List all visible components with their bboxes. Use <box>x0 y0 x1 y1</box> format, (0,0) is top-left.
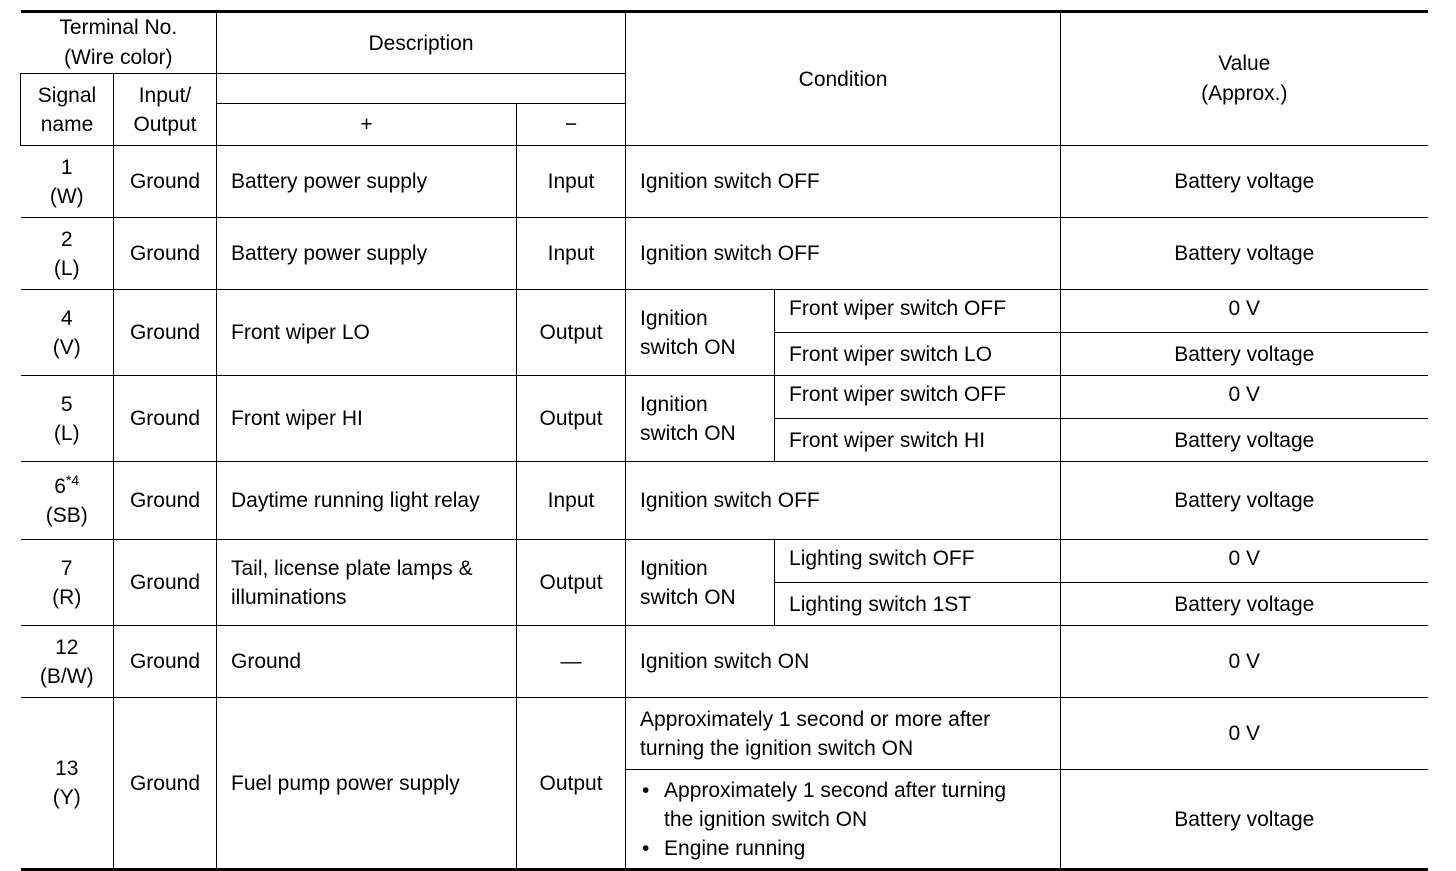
condition: Ignition switch ON <box>626 626 1061 698</box>
terminal-cell <box>21 626 114 698</box>
value-header <box>1061 12 1428 146</box>
condition-bullet-list <box>640 776 1054 863</box>
table-row <box>21 376 1428 419</box>
condition-sub: Front wiper switch LO <box>775 333 1061 376</box>
signal-name: Front wiper LO <box>217 290 517 376</box>
input-output: Output <box>517 376 626 462</box>
signal-name: Daytime running light relay <box>217 462 517 540</box>
terminal-cell <box>21 698 114 870</box>
input-output-header <box>114 74 217 146</box>
wire-color: (SB) <box>45 503 88 527</box>
bullet-line-1: • Approximately 1 second after turning <box>664 778 1007 802</box>
terminal-no-label: Terminal No. <box>59 16 178 39</box>
condition <box>626 698 1061 770</box>
terminal-number <box>35 472 100 501</box>
table-row <box>21 218 1428 290</box>
terminal-number: 2 <box>60 227 73 251</box>
condition-main <box>626 290 775 376</box>
condition-line-2: turning the ignition switch ON <box>640 736 914 760</box>
condition-header: Condition <box>626 12 1061 146</box>
wire-color: (L) <box>53 256 80 280</box>
condition-sub: Lighting switch OFF <box>775 540 1061 583</box>
signal-name: Fuel pump power supply <box>217 698 517 870</box>
wire-color: (L) <box>53 421 80 445</box>
signal-name-line-2: illuminations <box>231 585 347 609</box>
wire-color: (W) <box>49 184 84 208</box>
condition-line-1: Approximately 1 second or more after <box>640 707 991 731</box>
terminal-number: 7 <box>60 556 73 580</box>
table-row <box>21 462 1428 540</box>
value: Battery voltage <box>1061 462 1428 540</box>
minus-terminal: Ground <box>114 462 217 540</box>
table-row <box>21 146 1428 218</box>
condition-bullet-item: • Engine running <box>640 834 1054 863</box>
minus-terminal: Ground <box>114 540 217 626</box>
table-row <box>21 290 1428 333</box>
condition-main-line-2: switch ON <box>640 335 736 359</box>
input-output: Input <box>517 218 626 290</box>
terminal-number-text: 6 <box>54 474 66 498</box>
value: Battery voltage <box>1061 770 1428 870</box>
condition-main <box>626 376 775 462</box>
terminal-cell <box>21 290 114 376</box>
terminal-cell <box>21 462 114 540</box>
condition-bullets <box>626 770 1061 870</box>
minus-terminal: Ground <box>114 290 217 376</box>
condition-main-line-1: Ignition <box>640 306 708 330</box>
condition-sub: Front wiper switch OFF <box>775 376 1061 419</box>
terminal-number: 4 <box>60 306 73 330</box>
table-row <box>21 698 1428 770</box>
terminal-number: 5 <box>60 392 73 416</box>
input-output: — <box>517 626 626 698</box>
table-row <box>21 540 1428 583</box>
terminal-cell <box>21 146 114 218</box>
condition-sub: Lighting switch 1ST <box>775 583 1061 626</box>
terminal-number: 13 <box>55 757 79 780</box>
value: Battery voltage <box>1061 333 1428 376</box>
input-output: Output <box>517 290 626 376</box>
minus-terminal: Ground <box>114 218 217 290</box>
terminal-cell <box>21 218 114 290</box>
bullet-line-2: the ignition switch ON <box>664 807 868 831</box>
input-output: Input <box>517 462 626 540</box>
condition-sub: Front wiper switch OFF <box>775 290 1061 333</box>
header-row-1 <box>21 12 1428 74</box>
value: Battery voltage <box>1061 146 1428 218</box>
condition-main-line-1: Ignition <box>640 392 708 416</box>
signal-name: Battery power supply <box>217 218 517 290</box>
input-output: Output <box>517 698 626 870</box>
table-row <box>21 626 1428 698</box>
value-label: Value <box>1218 52 1271 75</box>
input-output-label-1: Input/ <box>138 83 192 107</box>
wire-color-label: (Wire color) <box>64 46 173 69</box>
signal-name: Front wiper HI <box>217 376 517 462</box>
plus-header: + <box>217 104 517 146</box>
wire-color: (R) <box>52 585 82 609</box>
value: 0 V <box>1061 540 1428 583</box>
terminal-number: 12 <box>55 635 79 659</box>
value: Battery voltage <box>1061 419 1428 462</box>
wire-color: (Y) <box>52 786 81 809</box>
input-output-label-2: Output <box>133 112 197 136</box>
minus-terminal: Ground <box>114 146 217 218</box>
minus-terminal: Ground <box>114 698 217 870</box>
value: 0 V <box>1061 626 1428 698</box>
signal-name: Ground <box>217 626 517 698</box>
condition-main-line-2: switch ON <box>640 585 736 609</box>
input-output: Input <box>517 146 626 218</box>
wire-color: (V) <box>52 335 81 359</box>
value: 0 V <box>1061 698 1428 770</box>
terminal-spec-table <box>20 10 1428 871</box>
signal-name-header: Signal name <box>21 74 114 146</box>
value: Battery voltage <box>1061 218 1428 290</box>
value: 0 V <box>1061 290 1428 333</box>
condition-sub: Front wiper switch HI <box>775 419 1061 462</box>
condition: Ignition switch OFF <box>626 462 1061 540</box>
signal-name: Battery power supply <box>217 146 517 218</box>
condition-bullet-item <box>640 776 1054 834</box>
condition: Ignition switch OFF <box>626 218 1061 290</box>
approx-label: (Approx.) <box>1201 82 1288 105</box>
condition: Ignition switch OFF <box>626 146 1061 218</box>
minus-header: − <box>517 104 626 146</box>
input-output: Output <box>517 540 626 626</box>
terminal-number: 1 <box>60 155 73 179</box>
terminal-header <box>21 12 217 74</box>
condition-main <box>626 540 775 626</box>
description-header: Description <box>217 12 626 74</box>
minus-terminal: Ground <box>114 376 217 462</box>
wire-color: (B/W) <box>39 664 94 688</box>
value: 0 V <box>1061 376 1428 419</box>
signal-name-line-1: Tail, license plate lamps & <box>231 556 473 580</box>
condition-main-line-2: switch ON <box>640 421 736 445</box>
footnote-marker: *4 <box>65 471 80 488</box>
condition-main-line-1: Ignition <box>640 556 708 580</box>
terminal-cell <box>21 540 114 626</box>
value: Battery voltage <box>1061 583 1428 626</box>
minus-terminal: Ground <box>114 626 217 698</box>
signal-name <box>217 540 517 626</box>
terminal-cell <box>21 376 114 462</box>
